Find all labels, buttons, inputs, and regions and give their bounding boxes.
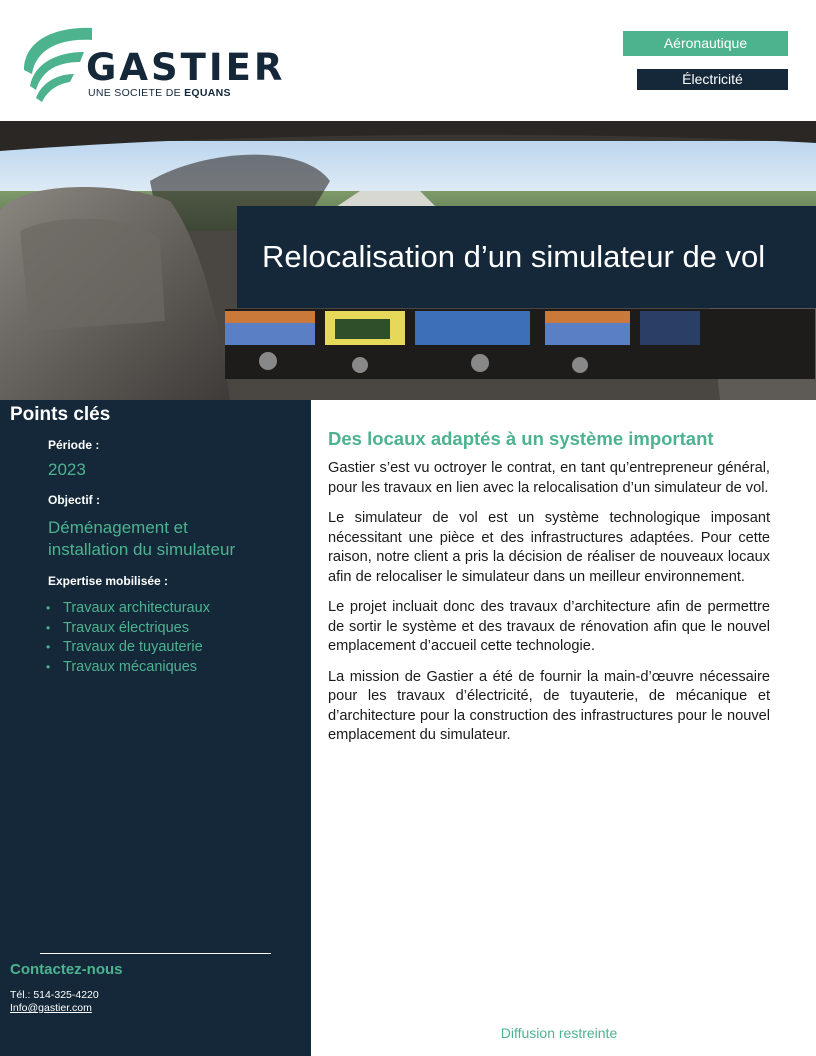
- paragraph-simulator: Le simulateur de vol est un système technologique imposant nécessitant une pièce et des infrastructures adaptées. Pour cette raison, notre client a pris la décision de réaliser de nouveaux locaux afin de relocaliser le simulateur dans un meilleur environnement.: [328, 510, 770, 585]
- body-text: [328, 459, 770, 757]
- bullet: •: [46, 659, 51, 674]
- expertise-item-mechanical: Travaux mécaniques: [63, 658, 198, 675]
- contact-divider: [40, 953, 271, 954]
- logo-wing-icon: [22, 24, 92, 104]
- section-heading: Des locaux adaptés à un système important: [328, 428, 714, 449]
- list-item: [46, 619, 210, 639]
- period-label: Période :: [48, 438, 100, 452]
- key-points-sidebar: [0, 400, 311, 1056]
- bullet: •: [46, 601, 51, 615]
- contact-email-link[interactable]: Info@gastier.com: [10, 1002, 92, 1014]
- distribution-note: Diffusion restreinte: [500, 1025, 618, 1041]
- list-item: [46, 638, 210, 658]
- expertise-item-electrical: Travaux électriques: [63, 619, 189, 636]
- sector-tag: Aéronautique: [623, 31, 788, 56]
- contact-phone: Tél.: 514-325-4220: [10, 989, 99, 1001]
- expertise-label: Expertise mobilisée :: [48, 574, 169, 588]
- objective-value-line2: installation du simulateur: [48, 540, 236, 559]
- objective-label: Objectif :: [48, 493, 101, 507]
- main-content: [311, 400, 816, 1056]
- paragraph-project: Le projet incluait donc des travaux d’architecture afin de permettre de sortir le système et des travaux de rénovation afin que le nouvel emplacement d’accueil cette technologie.: [328, 599, 770, 654]
- hero-title-banner: [237, 206, 816, 308]
- page-header: [0, 0, 816, 121]
- contact-heading: Contactez-nous: [10, 961, 123, 978]
- expertise-item-piping: Travaux de tuyauterie: [63, 639, 203, 655]
- key-points-heading: Points clés: [10, 404, 111, 425]
- tagline-brand: EQUANS: [184, 87, 231, 99]
- period-value: 2023: [48, 460, 86, 479]
- list-item: [46, 658, 210, 678]
- objective-value-line1: Déménagement et: [48, 518, 188, 537]
- tagline-prefix: UNE SOCIETE DE: [88, 87, 185, 99]
- brand-wordmark: GASTIER: [86, 46, 286, 89]
- list-item: [46, 599, 210, 619]
- gastier-logo: [22, 24, 322, 104]
- paragraph-mission: La mission de Gastier a été de fournir la main-d’œuvre nécessaire pour les travaux d’électricité, de tuyauterie, de mécanique et d’architecture pour la construction des infrastructures pour le nouvel emplacement du simulateur.: [328, 668, 770, 743]
- hero-image: [0, 121, 816, 400]
- discipline-tag: Électricité: [637, 69, 788, 90]
- brand-tagline: [88, 87, 231, 99]
- project-title: Relocalisation d’un simulateur de vol: [262, 239, 766, 274]
- bullet: •: [46, 640, 51, 654]
- paragraph-contract: Gastier s’est vu octroyer le contrat, en tant qu’entrepreneur général, pour les travaux en lien avec la relocalisation d’un simulateur de vol.: [328, 460, 770, 496]
- bullet: •: [46, 620, 51, 635]
- expertise-item-architecture: Travaux architecturaux: [63, 600, 210, 616]
- expertise-list: [46, 599, 210, 677]
